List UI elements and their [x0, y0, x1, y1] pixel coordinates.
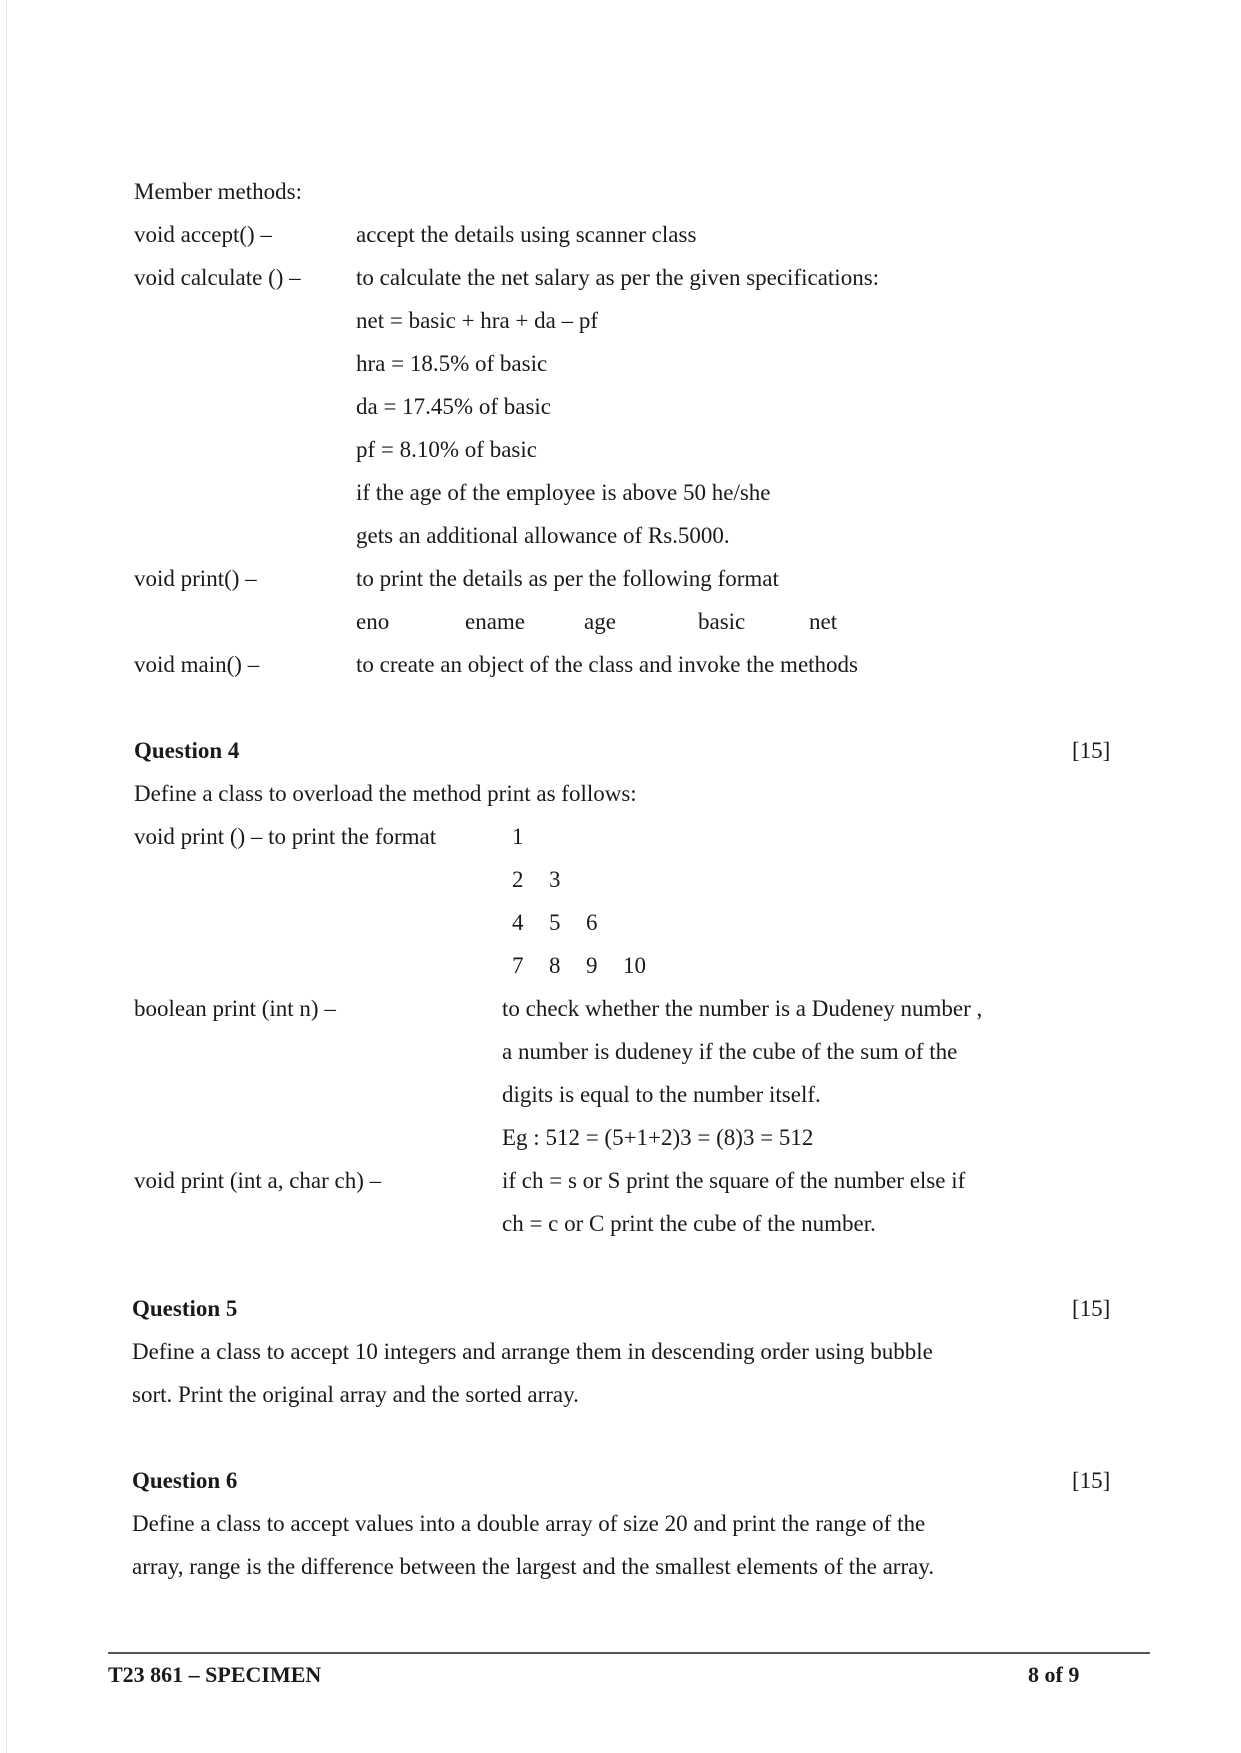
calculate-line: gets an additional allowance of Rs.5000.	[356, 523, 730, 548]
question-title: Question 6	[132, 1468, 238, 1493]
pattern-number: 3	[549, 867, 561, 892]
page-number: 8 of 9	[1028, 1662, 1080, 1687]
square-cube-line: if ch = s or S print the square of the number else if	[502, 1168, 966, 1193]
calculate-line: da = 17.45% of basic	[356, 394, 552, 419]
main-description: to create an object of the class and invoke the methods	[356, 652, 858, 677]
footer-rule	[108, 1652, 1150, 1654]
question-text-line: Define a class to accept values into a double array of size 20 and print the range of the	[132, 1511, 926, 1536]
calculate-line: to calculate the net salary as per the given specifications:	[356, 265, 880, 290]
question-marks: [15]	[1072, 1296, 1111, 1321]
pattern-number: 6	[586, 910, 598, 935]
question-text-line: Define a class to accept 10 integers and arrange them in descending order using bubble	[132, 1339, 933, 1364]
question-text-line: array, range is the difference between the largest and the smallest elements of the array.	[132, 1554, 935, 1579]
format-column: age	[584, 609, 616, 634]
dudeney-line: Eg : 512 = (5+1+2)3 = (8)3 = 512	[502, 1125, 814, 1150]
dudeney-line: digits is equal to the number itself.	[502, 1082, 821, 1107]
page-edge	[6, 0, 7, 1753]
pattern-number: 2	[512, 867, 524, 892]
pattern-number: 1	[512, 824, 524, 849]
print-signature: void print() –	[134, 566, 257, 591]
calculate-line: hra = 18.5% of basic	[356, 351, 548, 376]
format-column: basic	[698, 609, 746, 634]
square-cube-line: ch = c or C print the cube of the number.	[502, 1211, 876, 1236]
footer-code: T23 861 – SPECIMEN	[108, 1662, 322, 1687]
accept-signature: void accept() –	[134, 222, 272, 247]
format-column: ename	[465, 609, 526, 634]
pattern-number: 10	[623, 953, 646, 978]
calculate-signature: void calculate () –	[134, 265, 301, 290]
pattern-number: 9	[586, 953, 598, 978]
calculate-line: net = basic + hra + da – pf	[356, 308, 599, 333]
pattern-number: 5	[549, 910, 561, 935]
print-int-char-signature: void print (int a, char ch) –	[134, 1168, 382, 1193]
question-title: Question 5	[132, 1296, 238, 1321]
dudeney-line: to check whether the number is a Dudeney number ,	[502, 996, 983, 1021]
question-title: Question 4	[134, 738, 240, 763]
question-marks: [15]	[1072, 1468, 1111, 1493]
print-noarg-signature: void print () – to print the format	[134, 824, 437, 849]
pattern-number: 7	[512, 953, 524, 978]
main-signature: void main() –	[134, 652, 260, 677]
question-marks: [15]	[1072, 738, 1111, 763]
calculate-line: if the age of the employee is above 50 he/she	[356, 480, 771, 505]
calculate-line: pf = 8.10% of basic	[356, 437, 537, 462]
pattern-number: 8	[549, 953, 561, 978]
format-column: net	[809, 609, 838, 634]
member-methods-heading: Member methods:	[134, 179, 302, 204]
print-int-signature: boolean print (int n) –	[134, 996, 336, 1021]
dudeney-line: a number is dudeney if the cube of the sum of the	[502, 1039, 958, 1064]
question-text-line: sort. Print the original array and the sorted array.	[132, 1382, 579, 1407]
question-intro: Define a class to overload the method print as follows:	[134, 781, 637, 806]
print-description: to print the details as per the following format	[356, 566, 779, 591]
pattern-number: 4	[512, 910, 524, 935]
accept-description: accept the details using scanner class	[356, 222, 697, 247]
format-column: eno	[356, 609, 390, 634]
